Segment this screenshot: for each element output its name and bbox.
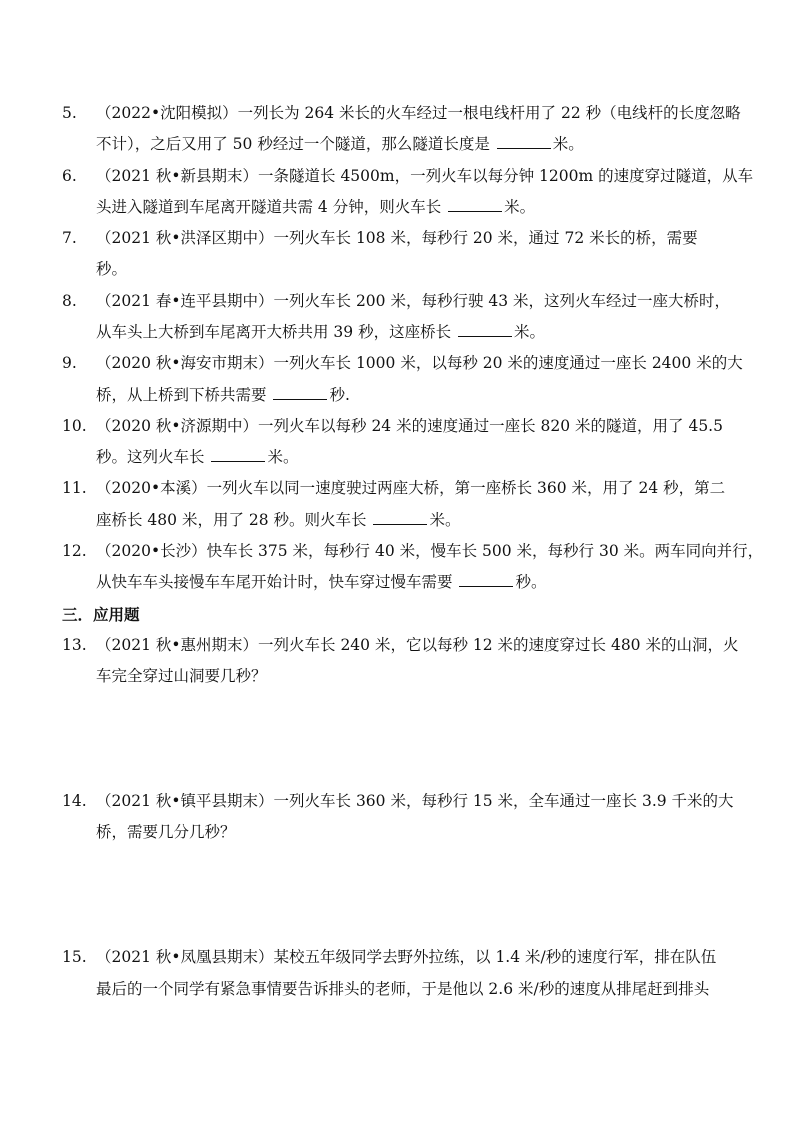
question-text: 从车头上大桥到车尾离开大桥共用 39 秒，这座桥长 [96, 323, 452, 341]
question-number: 9. [62, 354, 77, 372]
question-text: （2021 春•连平县期中）一列火车长 200 米，每秒行驶 43 米，这列火车经过一座大桥时， [96, 292, 731, 310]
question-number: 15. [62, 948, 87, 966]
question-unit: 米。 [429, 511, 461, 529]
question-text: 不计），之后又用了 50 秒经过一个隧道，那么隧道长度是 [96, 135, 490, 153]
question-text: （2020•长沙）快车长 375 米，每秒行 40 米，慢车长 500 米，每秒行 30 米。两车同向并行， [96, 542, 764, 560]
question-text: 桥，需要几分几秒？ [96, 823, 236, 841]
question-text: 秒。 [96, 260, 128, 278]
question-unit: 秒. [329, 386, 350, 404]
question-text: （2021 秋•新县期末）一条隧道长 4500m，一列火车以每分钟 1200m 的速度穿过隧道，从车 [96, 167, 754, 185]
question-text: 从快车车头接慢车车尾开始计时，快车穿过慢车需要 [96, 573, 453, 591]
question-text: （2021 秋•惠州期末）一列火车长 240 米，它以每秒 12 米的速度穿过长 480 米的山洞，火 [96, 636, 739, 654]
question-number: 14. [62, 792, 87, 810]
question-unit: 米。 [514, 323, 546, 341]
question-text: （2021 秋•镇平县期末）一列火车长 360 米，每秒行 15 米，全车通过一座长 3.9 千米的大 [96, 792, 734, 810]
question-number: 6. [62, 167, 77, 185]
answer-blank[interactable] [497, 134, 551, 149]
question-text: 车完全穿过山洞要几秒？ [96, 667, 267, 685]
question-text: （2021 秋•洪泽区期中）一列火车长 108 米，每秒行 20 米，通过 72 米长的桥，需要 [96, 229, 698, 247]
question-unit: 米。 [267, 448, 299, 466]
question-text: （2020 秋•济源期中）一列火车以每秒 24 米的速度通过一座长 820 米的隧道，用了 45.5 [96, 417, 723, 435]
question-number: 5. [62, 104, 77, 122]
question-text: （2021 秋•凤凰县期末）某校五年级同学去野外拉练，以 1.4 米/秒的速度行军，排在队伍 [96, 948, 717, 966]
question-unit: 秒。 [515, 573, 547, 591]
answer-blank[interactable] [448, 197, 502, 212]
question-number: 11. [62, 479, 87, 497]
question-text: 头进入隧道到车尾离开隧道共需 4 分钟，则火车长 [96, 198, 442, 216]
question-text: （2022•沈阳模拟）一列长为 264 米长的火车经过一根电线杆用了 22 秒（电线杆的长度忽略 [96, 104, 741, 122]
question-text: 秒。这列火车长 [96, 448, 205, 466]
question-text: （2020 秋•海安市期末）一列火车长 1000 米，以每秒 20 米的速度通过一座长 2400 米的大 [96, 354, 743, 372]
question-unit: 米。 [552, 135, 584, 153]
answer-blank[interactable] [459, 572, 513, 587]
question-text: 座桥长 480 米，用了 28 秒。则火车长 [96, 511, 367, 529]
answer-blank[interactable] [273, 385, 327, 400]
question-text: 桥，从上桥到下桥共需要 [96, 386, 267, 404]
answer-blank[interactable] [211, 447, 265, 462]
answer-blank[interactable] [458, 322, 512, 337]
question-number: 10. [62, 417, 87, 435]
question-text: 最后的一个同学有紧急事情要告诉排头的老师，于是他以 2.6 米/秒的速度从排尾赶到排头 [96, 980, 710, 998]
question-unit: 米。 [504, 198, 536, 216]
question-number: 8. [62, 292, 77, 310]
question-number: 12. [62, 542, 87, 560]
question-number: 13. [62, 636, 87, 654]
question-number: 7. [62, 229, 77, 247]
section-heading: 三．应用题 [62, 605, 140, 624]
answer-blank[interactable] [373, 510, 427, 525]
question-text: （2020•本溪）一列火车以同一速度驶过两座大桥，第一座桥长 360 米，用了 24 秒，第二 [96, 479, 726, 497]
